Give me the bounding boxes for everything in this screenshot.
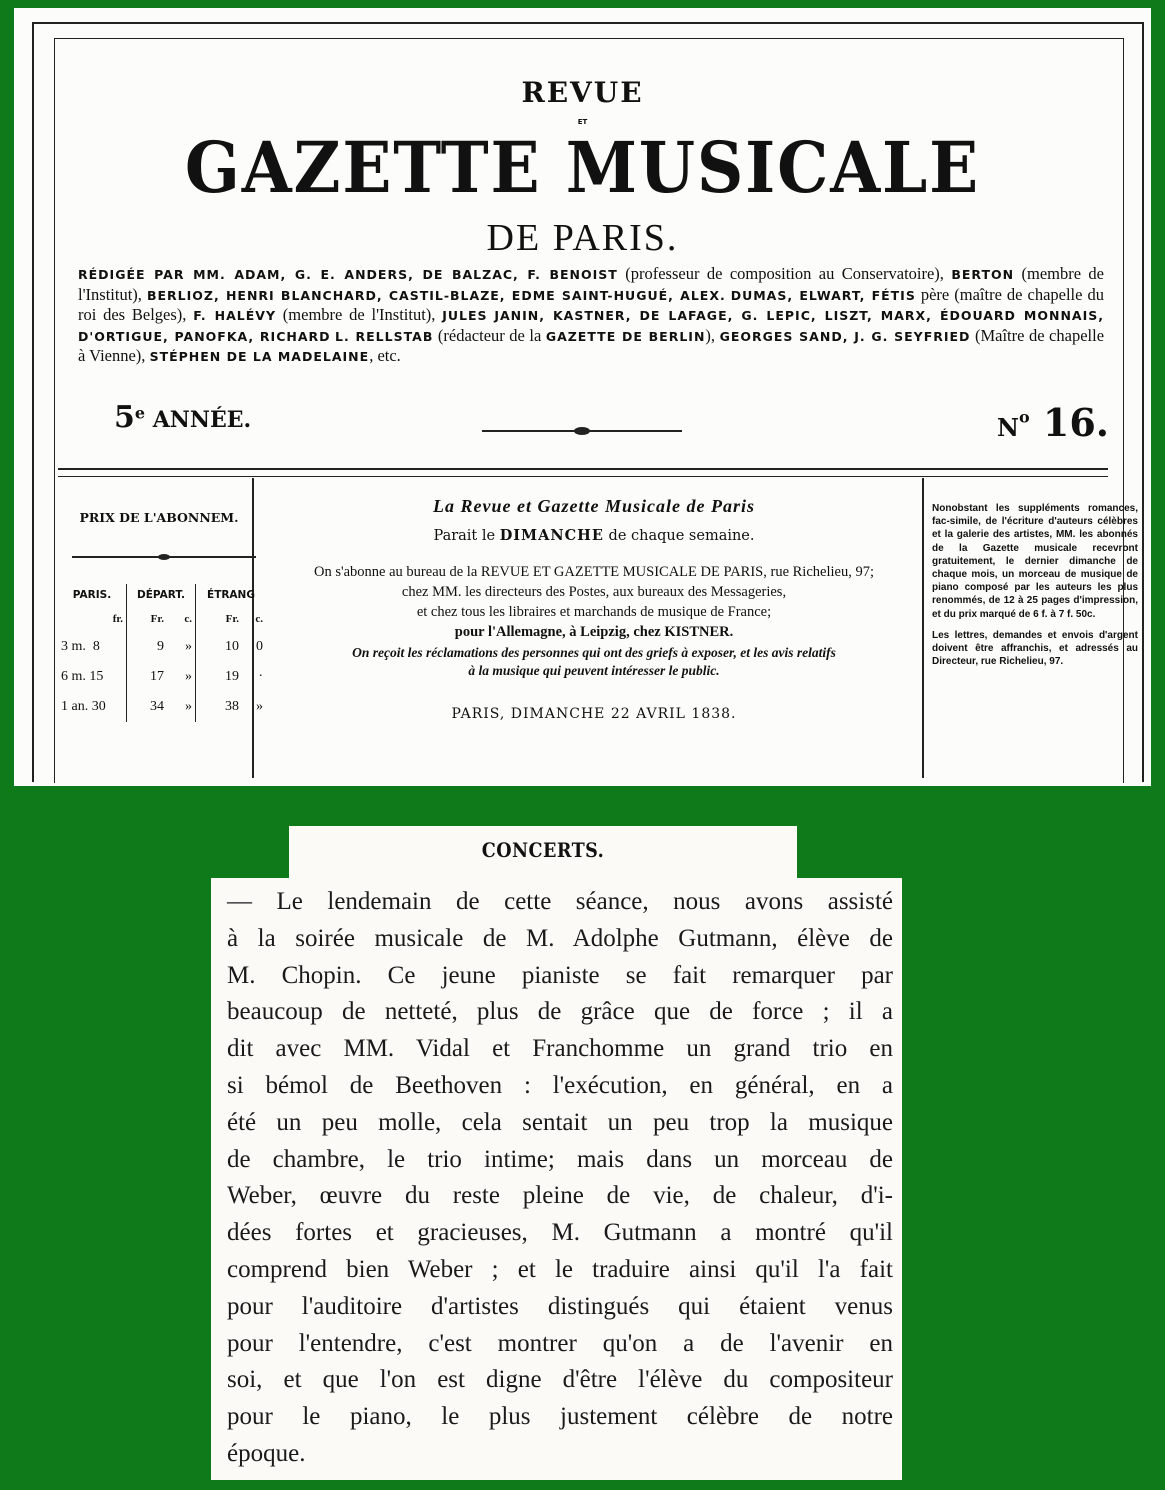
year-number: 5 bbox=[114, 400, 135, 435]
parait-pre: Parait le bbox=[433, 528, 500, 544]
table-row bbox=[58, 632, 266, 662]
editors-run: Vienne), bbox=[89, 346, 150, 365]
editors-run: BERTON bbox=[951, 267, 1015, 282]
unit-cell: c. bbox=[167, 606, 196, 632]
publication-info bbox=[264, 496, 924, 722]
editors-run: (membre de l'Institut), bbox=[276, 305, 443, 324]
article-line: — Le lendemain de cette séance, nous avons assisté bbox=[227, 888, 893, 915]
article-line: Weber, œuvre du reste pleine de vie, de chaleur, d'i- bbox=[227, 1182, 893, 1210]
year-sup: e bbox=[134, 403, 146, 423]
price-cell: 17 bbox=[150, 669, 164, 684]
article-line: comprend bien Weber ; et le traduire ainsi qu'il l'a fait bbox=[227, 1255, 893, 1283]
header-etrang: ÉTRANG bbox=[207, 589, 255, 601]
price-cell: 10 bbox=[225, 639, 239, 654]
title-et: ET bbox=[577, 118, 588, 126]
unit-cell: c. bbox=[255, 613, 263, 625]
article-line: pour l'entendre, c'est montrer qu'on a de l'avenir en bbox=[227, 1329, 893, 1357]
editors-run: GAZETTE DE BERLIN bbox=[545, 328, 706, 344]
header-depart: DÉPART. bbox=[127, 584, 196, 606]
editors-run: (rédacteur de la bbox=[433, 325, 546, 345]
price-cell: » bbox=[256, 699, 263, 714]
article-line: dées fortes et gracieuses, M. Gutmann a montré qu'il bbox=[227, 1219, 893, 1247]
subscription-title: PRIX DE L'ABONNEM. bbox=[79, 510, 239, 525]
year-word: ANNÉE. bbox=[152, 407, 252, 433]
table-row bbox=[58, 662, 266, 692]
parait-day: DIMANCHE bbox=[499, 527, 604, 544]
editors-run: , etc. bbox=[369, 346, 401, 365]
price-cell: » bbox=[167, 632, 196, 662]
price-cell: 38 bbox=[225, 699, 239, 714]
price-cell: » bbox=[167, 692, 196, 722]
double-rule bbox=[58, 468, 1108, 477]
article-heading: CONCERTS. bbox=[481, 838, 605, 862]
subscription-ornament bbox=[72, 556, 256, 558]
info-line: pour l'Allemagne, à Leipzig, chez KISTNER. bbox=[454, 624, 734, 640]
price-period: 6 m. bbox=[61, 669, 86, 684]
editors-run: L. RELLSTAB bbox=[335, 328, 434, 344]
article-line: M. Chopin. Ce jeune pianiste se fait remarquer par bbox=[227, 961, 893, 989]
price-cell: 34 bbox=[150, 699, 164, 714]
claims-line: On reçoit les réclamations des personnes qui ont des griefs à exposer, et les avis relatifs bbox=[352, 645, 836, 660]
title-gazette-musicale: GAZETTE MUSICALE bbox=[184, 126, 981, 209]
issue-prefix: N bbox=[997, 413, 1019, 442]
issue-number bbox=[997, 400, 1109, 445]
publication-frequency bbox=[264, 527, 924, 544]
editors-run: JANIN, KASTNER, DE LAFAGE, G. LEPIC, LISZT, MARX, ÉDOUARD MONNAIS, D'ORTIGUE, PANOFKA, RICHARD bbox=[78, 308, 1104, 344]
table-row bbox=[58, 692, 266, 722]
info-line: chez MM. les directeurs des Postes, aux bureaux des Messageries, bbox=[401, 584, 787, 600]
price-cell: 19 bbox=[225, 669, 239, 684]
year-label bbox=[114, 400, 251, 435]
info-line: On s'abonne au bureau de la REVUE ET GAZETTE MUSICALE DE PARIS, rue Richelieu, 97; bbox=[314, 564, 874, 580]
editors-run: DUMAS, ELWART, FÉTIS bbox=[730, 287, 916, 303]
claims-note bbox=[264, 644, 924, 680]
editors-run: JULES bbox=[442, 308, 488, 323]
ornament-rule bbox=[482, 430, 682, 432]
article-line: beaucoup de netteté, plus de grâce que de force ; il a bbox=[227, 998, 893, 1026]
unit-cell: Fr. bbox=[225, 613, 239, 625]
claims-line: à la musique qui peuvent intéresser le public. bbox=[468, 663, 720, 678]
issue-date: PARIS, DIMANCHE 22 AVRIL 1838. bbox=[451, 706, 737, 722]
editors-run: STÉPHEN DE LA MADELAINE bbox=[149, 349, 370, 364]
editors-run: BERLIOZ, HENRI BLANCHARD, CASTIL-BLAZE, EDME SAINT-HUGUÉ, ALEX. bbox=[146, 287, 726, 303]
price-period: 3 m. bbox=[61, 639, 86, 654]
price-paris: 15 bbox=[89, 669, 104, 684]
price-period: 1 an. bbox=[61, 699, 89, 714]
notes-paragraph: Les lettres, demandes et envois d'argent doivent être affranchis, et adressés au Directeur, rue Richelieu, 97. bbox=[932, 629, 1138, 668]
article-line: si bémol de Beethoven : l'exécution, en général, en a bbox=[227, 1071, 893, 1099]
parait-post: de chaque semaine. bbox=[603, 528, 755, 544]
price-paris: 30 bbox=[91, 699, 106, 714]
title-revue: REVUE bbox=[521, 76, 644, 109]
article-body bbox=[227, 884, 893, 1473]
subscription-table bbox=[58, 584, 266, 722]
publication-title: La Revue et Gazette Musicale de Paris bbox=[433, 496, 755, 516]
price-cell bbox=[58, 692, 127, 722]
info-line: et chez tous les libraires et marchands de musique de France; bbox=[416, 604, 772, 620]
masthead-clipping bbox=[14, 8, 1151, 786]
title-de-paris: DE PARIS. bbox=[486, 217, 679, 259]
article-line: été un peu molle, cela sentait un peu trop la musique bbox=[227, 1108, 893, 1136]
issue-sup: o bbox=[1018, 407, 1030, 427]
editors-run: ), bbox=[705, 325, 720, 345]
price-paris: 8 bbox=[92, 639, 100, 654]
article-line: dit avec MM. Vidal et Franchomme un grand trio en bbox=[227, 1035, 893, 1063]
price-cell: 0 bbox=[256, 639, 263, 654]
price-cell: » bbox=[167, 662, 196, 692]
price-cell: 9 bbox=[157, 639, 164, 654]
article-line: de chambre, le trio intime; mais dans un morceau de bbox=[227, 1145, 893, 1173]
price-cell bbox=[58, 632, 127, 662]
editors-list bbox=[78, 264, 1104, 367]
editors-run: père (maître de chapelle du roi des Belges), bbox=[78, 284, 1104, 324]
editors-run: RÉDIGÉE PAR MM. ADAM, G. E. ANDERS, DE BALZAC, F. BENOIST bbox=[78, 267, 618, 282]
unit-cell: fr. bbox=[58, 606, 127, 632]
article-line: à la soirée musicale de M. Adolphe Gutmann, élève de bbox=[227, 924, 893, 952]
subscription-info bbox=[264, 562, 924, 642]
article-heading-card bbox=[289, 826, 797, 882]
article-line: pour le piano, le plus justement célèbre de notre bbox=[227, 1403, 893, 1431]
issue-value: 16. bbox=[1042, 400, 1109, 445]
article-line: soi, et que l'on est digne d'être l'élève du compositeur bbox=[227, 1366, 893, 1394]
unit-cell: Fr. bbox=[150, 613, 164, 625]
supplement-notes bbox=[932, 502, 1138, 676]
editors-run: F. HALÉVY bbox=[193, 308, 277, 323]
editors-run: GEORGES SAND, J. G. SEYFRIED bbox=[719, 328, 971, 344]
header-paris: PARIS. bbox=[58, 584, 127, 606]
article-line: époque. bbox=[227, 1439, 306, 1467]
price-cell: · bbox=[258, 669, 263, 684]
article-line: pour l'auditoire d'artistes distingués qui étaient venus bbox=[227, 1292, 893, 1320]
editors-run: (Maître de chapelle à bbox=[78, 325, 1105, 365]
notes-paragraph: Nonobstant les suppléments romances, fac-simile, de l'écriture d'auteurs célèbres et la galerie des artistes, MM. les abonnés de la Gazette musicale recevront gratuitement, le dernier dimanche de chaque mois, un morceau de musique de piano composé par les auteurs les plus renommés, de 12 à 25 pages d'impression, et du prix marqué de 6 f. à 7 f. 50c. bbox=[932, 503, 1138, 620]
price-cell bbox=[58, 662, 127, 692]
article-clipping bbox=[211, 878, 902, 1480]
editors-run: (professeur de composition au Conservatoire), bbox=[617, 264, 944, 283]
editors-run: (membre de l'Institut), bbox=[78, 264, 1105, 304]
